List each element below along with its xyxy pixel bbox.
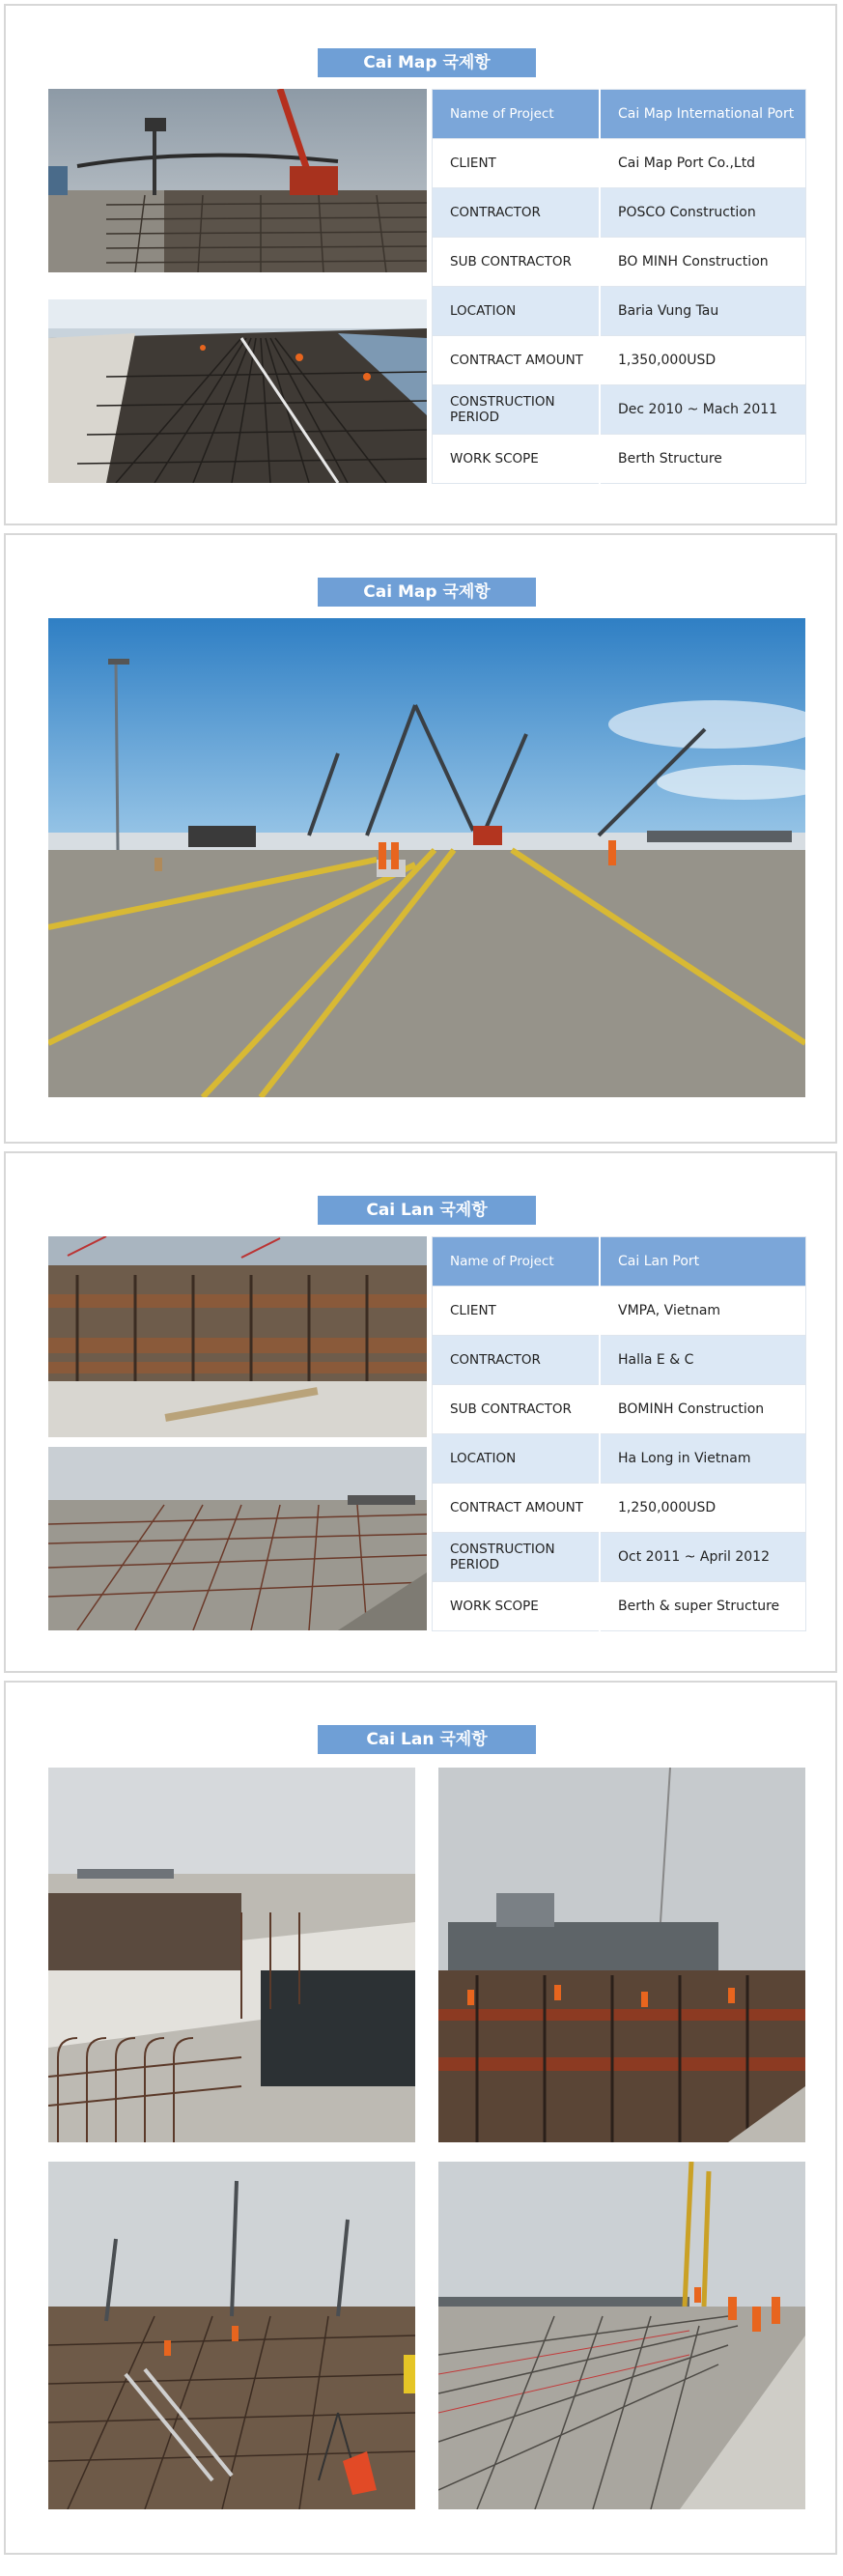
site-photo-rebar-slab bbox=[48, 1447, 427, 1630]
row-label: CLIENT bbox=[433, 139, 601, 188]
site-photo-workers-rebar bbox=[438, 2162, 805, 2509]
project-info-table bbox=[432, 89, 806, 484]
site-photo-rebar-walkway bbox=[48, 299, 427, 483]
table-row bbox=[433, 1385, 806, 1434]
row-value: Berth & super Structure bbox=[600, 1582, 806, 1631]
row-value: POSCO Construction bbox=[600, 188, 806, 238]
row-label: CONSTRUCTION PERIOD bbox=[433, 1533, 601, 1582]
table-row bbox=[433, 385, 806, 435]
row-label: WORK SCOPE bbox=[433, 1582, 601, 1631]
table-row bbox=[433, 336, 806, 385]
row-label: CONTRACTOR bbox=[433, 188, 601, 238]
row-label: CONTRACTOR bbox=[433, 1336, 601, 1385]
table-row bbox=[433, 139, 806, 188]
row-value: Halla E & C bbox=[600, 1336, 806, 1385]
project-panel-cai-map bbox=[4, 4, 837, 525]
row-value: Cai Map International Port bbox=[600, 90, 806, 139]
table-row bbox=[433, 1533, 806, 1582]
table-row bbox=[433, 435, 806, 484]
row-value: Cai Map Port Co.,Ltd bbox=[600, 139, 806, 188]
section-title: Cai Lan 국제항 bbox=[318, 1725, 536, 1754]
row-label: Name of Project bbox=[433, 1237, 601, 1287]
row-label: CONSTRUCTION PERIOD bbox=[433, 385, 601, 435]
section-title: Cai Map 국제항 bbox=[318, 48, 536, 77]
row-label: LOCATION bbox=[433, 1434, 601, 1484]
row-label: CLIENT bbox=[433, 1287, 601, 1336]
site-photo-pile-caps bbox=[48, 1768, 415, 2142]
photo-panel-cai-lan bbox=[4, 1681, 837, 2555]
table-row bbox=[433, 90, 806, 139]
table-row bbox=[433, 188, 806, 238]
table-row bbox=[433, 1582, 806, 1631]
table-row bbox=[433, 1287, 806, 1336]
table-row bbox=[433, 1336, 806, 1385]
section-title: Cai Lan 국제항 bbox=[318, 1196, 536, 1225]
row-value: Baria Vung Tau bbox=[600, 287, 806, 336]
row-label: WORK SCOPE bbox=[433, 435, 601, 484]
project-panel-cai-lan bbox=[4, 1151, 837, 1673]
row-label: CONTRACT AMOUNT bbox=[433, 1484, 601, 1533]
row-value: Oct 2011 ~ April 2012 bbox=[600, 1533, 806, 1582]
row-label: SUB CONTRACTOR bbox=[433, 238, 601, 287]
row-value: BOMINH Construction bbox=[600, 1385, 806, 1434]
site-photo-port-deck-cranes bbox=[48, 618, 805, 1097]
site-photo-crane-deck bbox=[48, 89, 427, 272]
row-label: LOCATION bbox=[433, 287, 601, 336]
section-title: Cai Map 국제항 bbox=[318, 578, 536, 607]
row-value: 1,350,000USD bbox=[600, 336, 806, 385]
site-photo-survey-rebar bbox=[48, 2162, 415, 2509]
row-label: Name of Project bbox=[433, 90, 601, 139]
site-photo-berth-formwork bbox=[48, 1236, 427, 1437]
row-value: Dec 2010 ~ Mach 2011 bbox=[600, 385, 806, 435]
photo-panel-cai-map bbox=[4, 533, 837, 1144]
table-row bbox=[433, 1237, 806, 1287]
table-row bbox=[433, 287, 806, 336]
row-label: SUB CONTRACTOR bbox=[433, 1385, 601, 1434]
row-value: BO MINH Construction bbox=[600, 238, 806, 287]
row-label: CONTRACT AMOUNT bbox=[433, 336, 601, 385]
site-photo-ship-berth bbox=[438, 1768, 805, 2142]
project-info-table bbox=[432, 1236, 806, 1631]
row-value: VMPA, Vietnam bbox=[600, 1287, 806, 1336]
row-value: Cai Lan Port bbox=[600, 1237, 806, 1287]
row-value: Berth Structure bbox=[600, 435, 806, 484]
row-value: 1,250,000USD bbox=[600, 1484, 806, 1533]
table-row bbox=[433, 1484, 806, 1533]
table-row bbox=[433, 1434, 806, 1484]
row-value: Ha Long in Vietnam bbox=[600, 1434, 806, 1484]
table-row bbox=[433, 238, 806, 287]
